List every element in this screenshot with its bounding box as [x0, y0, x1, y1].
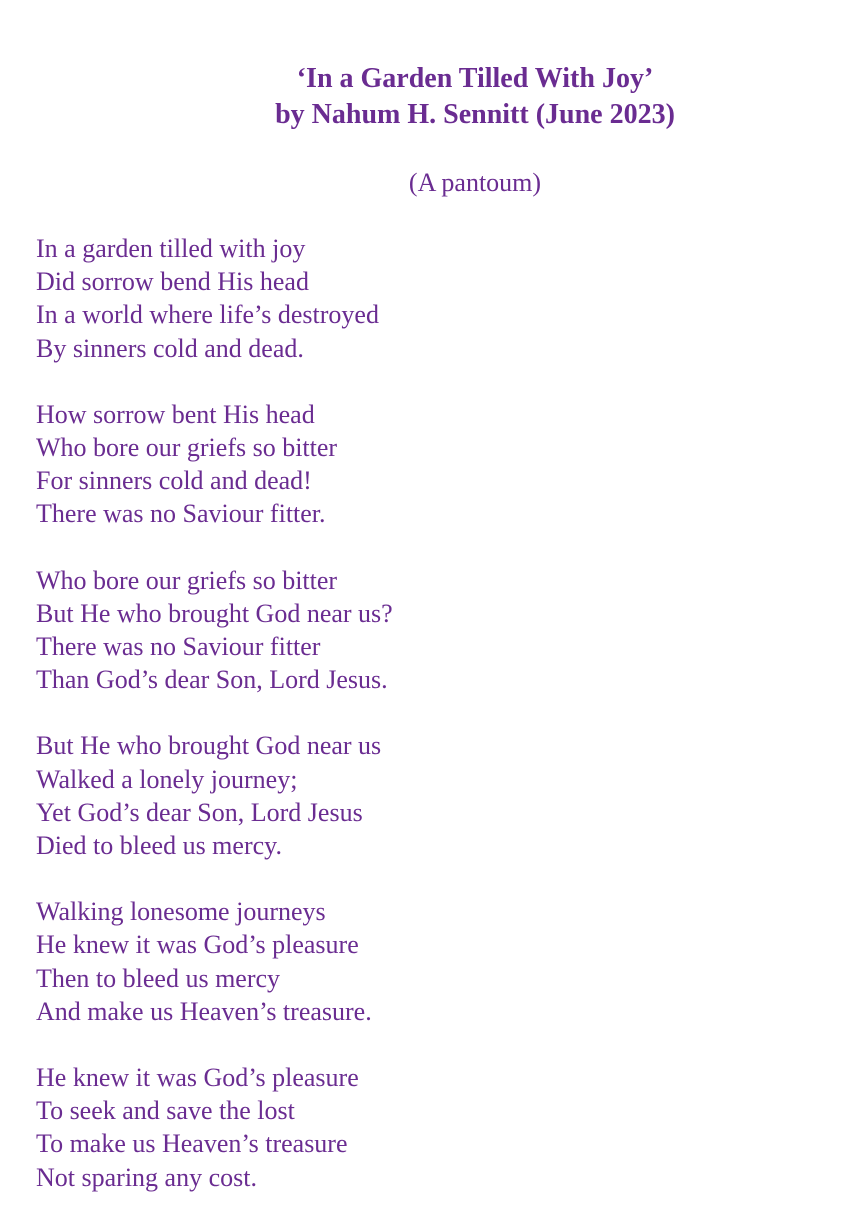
stanza-5 [36, 895, 816, 1028]
poem-line: Than God’s dear Son, Lord Jesus. [36, 665, 388, 695]
poem-body [36, 232, 816, 1227]
poem-line: For sinners cold and dead! [36, 466, 312, 496]
poem-byline: by Nahum H. Sennitt (June 2023) [275, 99, 675, 130]
poem-line: Died to bleed us mercy. [36, 831, 282, 861]
poem-line: There was no Saviour fitter [36, 632, 321, 662]
poem-line: To seek and save the lost [36, 1096, 295, 1126]
poem-form: (A pantoum) [408, 168, 542, 197]
poem-line: To make us Heaven’s treasure [36, 1129, 348, 1159]
poem-line: In a garden tilled with joy [36, 234, 306, 263]
poem-line: Yet God’s dear Son, Lord Jesus [36, 797, 363, 827]
poem-line: By sinners cold and dead. [36, 333, 304, 363]
stanza-3 [36, 564, 816, 697]
poem-line: Walking lonesome journeys [36, 897, 326, 927]
poem-line: Who bore our griefs so bitter [36, 433, 338, 463]
poem-line: Who bore our griefs so bitter [36, 565, 338, 595]
poem-line: Not sparing any cost. [36, 1162, 257, 1192]
poem-line: He knew it was God’s pleasure [36, 930, 359, 960]
stanza-1 [36, 232, 816, 365]
poem-line: But He who brought God near us? [36, 598, 393, 628]
stanza-4 [36, 729, 816, 862]
poem-line: Then to bleed us mercy [36, 963, 281, 993]
poem-line: There was no Saviour fitter. [36, 499, 326, 529]
stanza-6 [36, 1061, 816, 1194]
stanza-2 [36, 398, 816, 531]
poem-line: But He who brought God near us [36, 731, 382, 761]
poem-line: How sorrow bent His head [36, 399, 315, 429]
poem-line: He knew it was God’s pleasure [36, 1063, 359, 1093]
poem-line: In a world where life’s destroyed [36, 300, 379, 330]
poem-title: ‘In a Garden Tilled With Joy’ [296, 63, 654, 94]
poem-line: Walked a lonely journey; [36, 764, 298, 794]
poem-line: And make us Heaven’s treasure. [36, 996, 372, 1026]
poem-line: Did sorrow bend His head [36, 267, 309, 297]
